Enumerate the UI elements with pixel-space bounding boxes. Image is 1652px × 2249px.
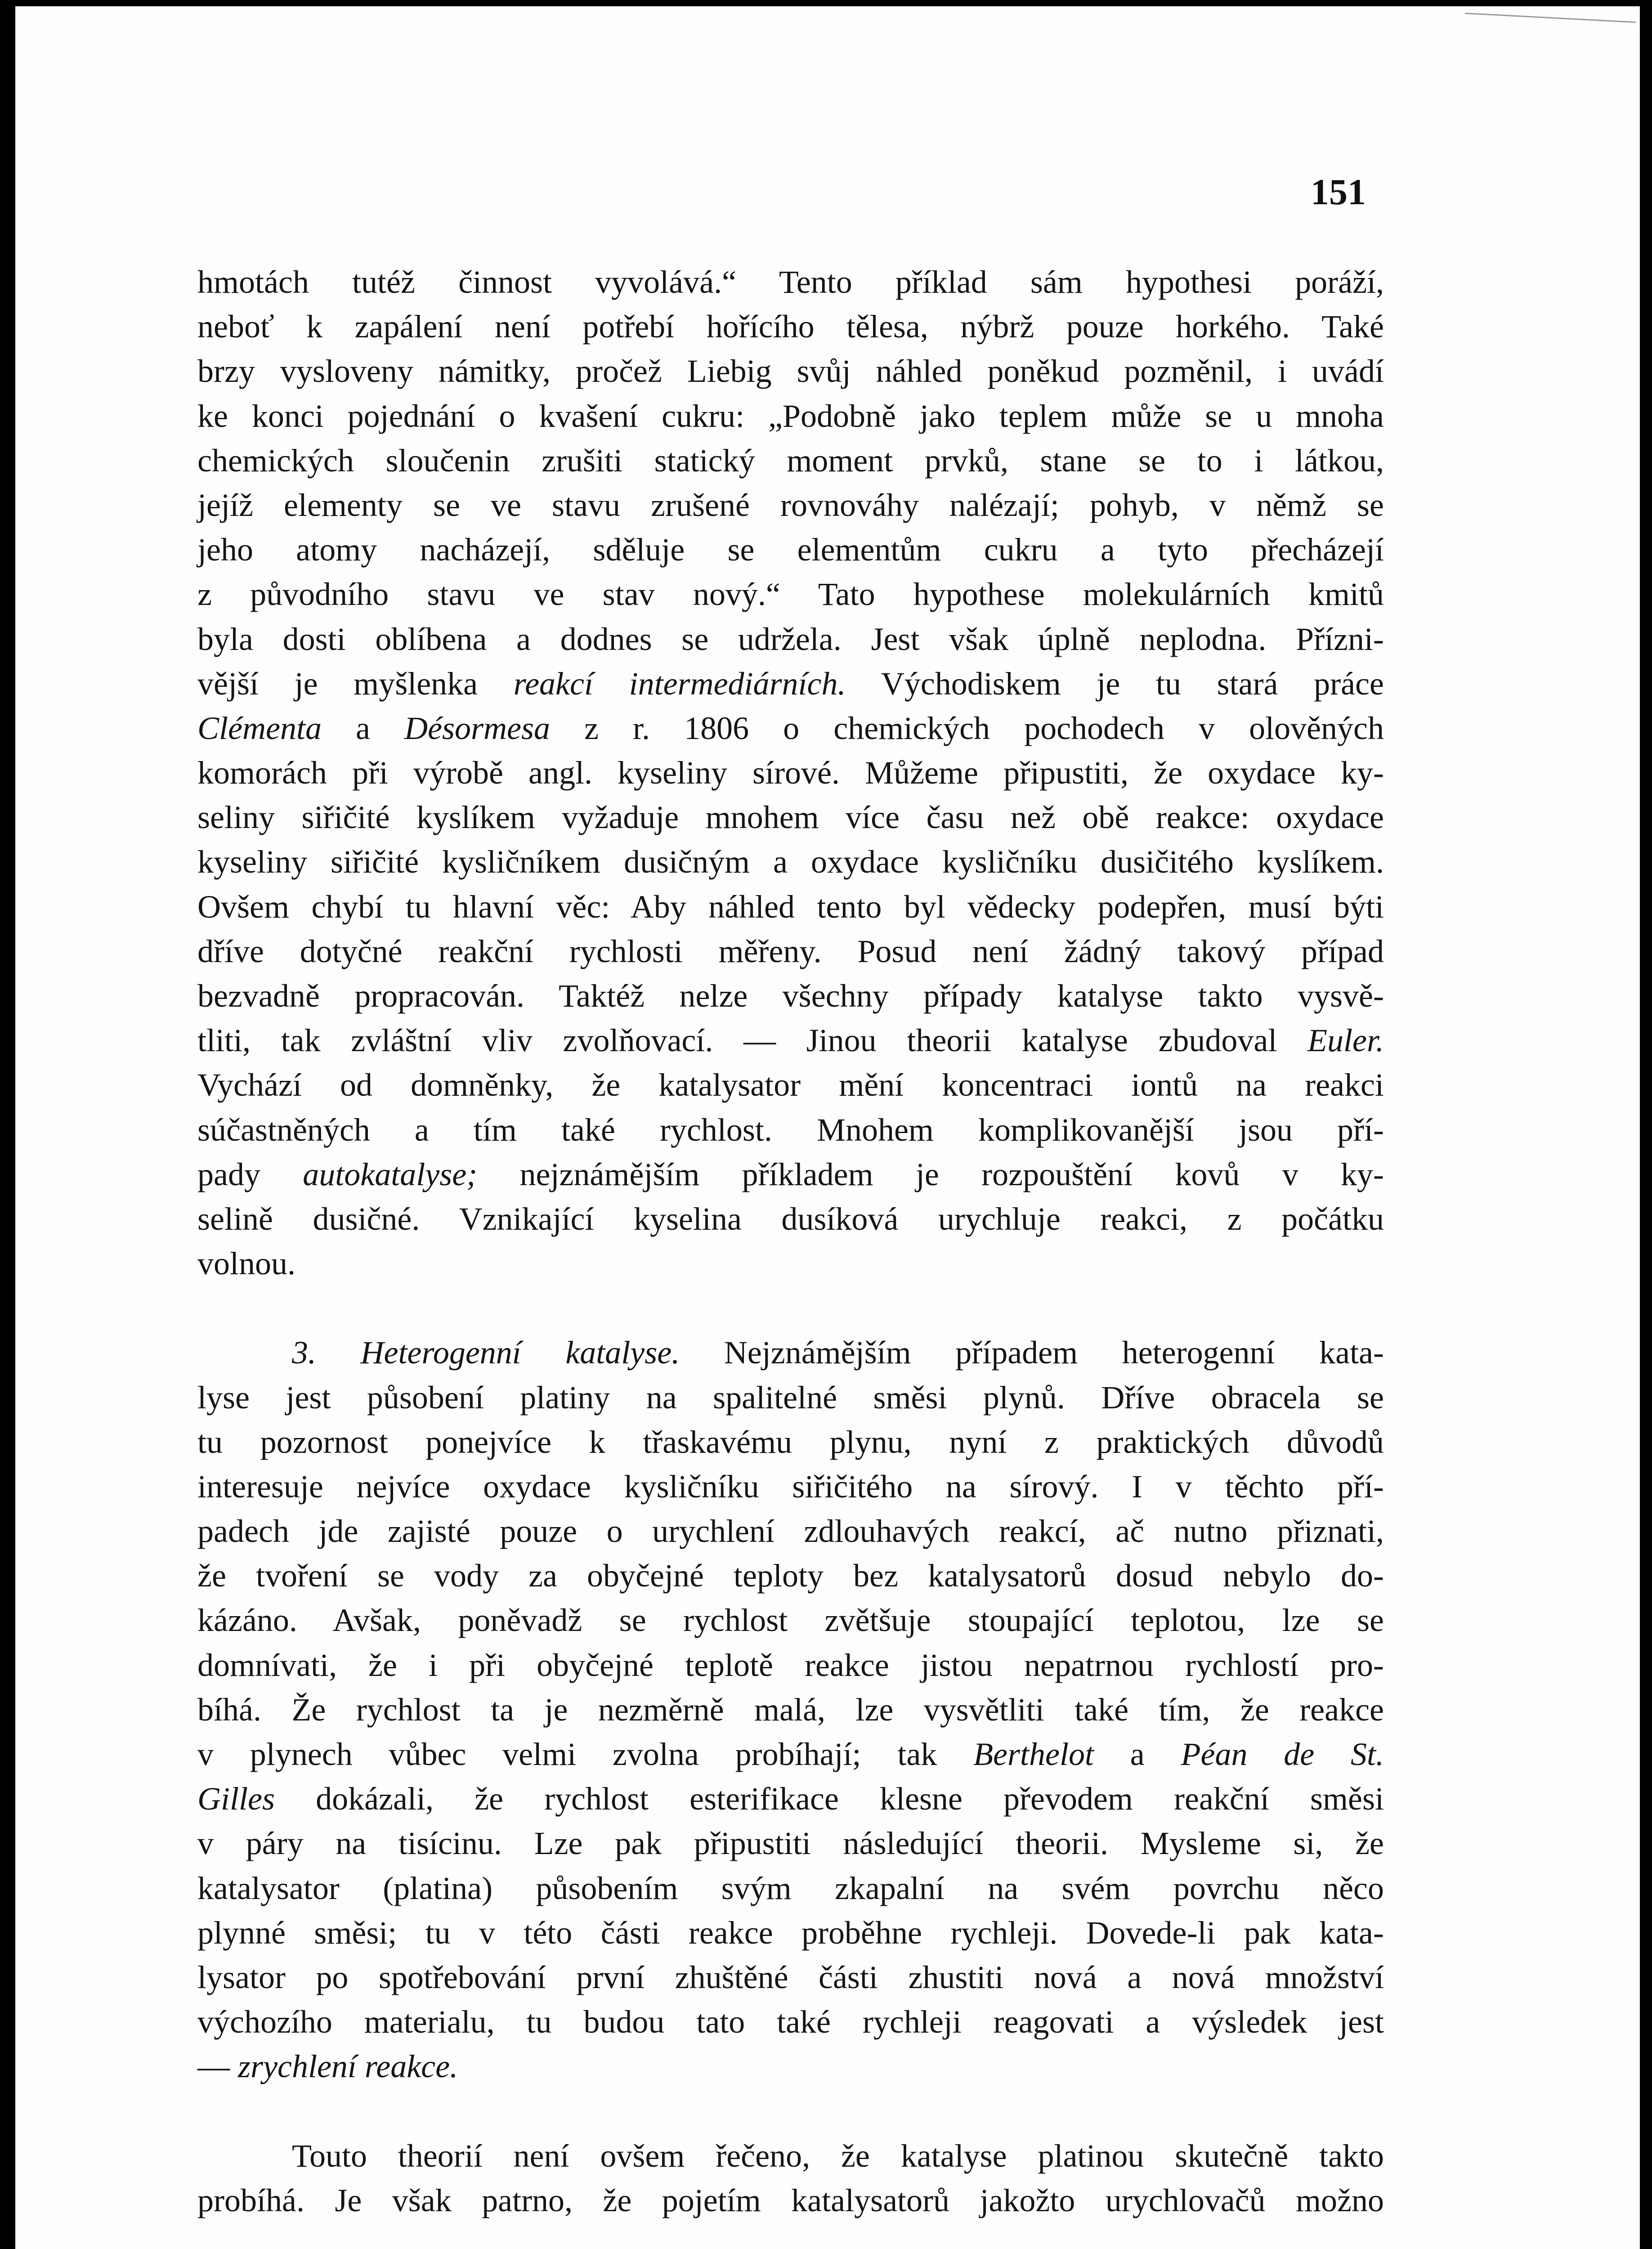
- text-line: Ovšem chybí tu hlavní věc: Aby náhled tento byl vědecky podepřen, musí býti: [197, 888, 1384, 925]
- text-line: neboť k zapálení není potřebí hořícího tělesa, nýbrž pouze horkého. Také: [197, 309, 1384, 345]
- text-line: Clémenta a Désormesa z r. 1806 o chemických pochodech v olověných: [197, 710, 1384, 746]
- paragraph-1: [197, 260, 1384, 1286]
- text-line: — zrychlení reakce.: [197, 2048, 458, 2085]
- text-line: brzy vysloveny námitky, pročež Liebig svůj náhled poněkud pozměnil, i uvádí: [197, 353, 1384, 390]
- paragraph-gap: [197, 1286, 1384, 1331]
- text-line: chemických sloučenin zrušiti statický moment prvků, stane se to i látkou,: [197, 442, 1384, 479]
- text-line: tu pozornost ponejvíce k třaskavému plynu, nyní z praktických důvodů: [197, 1424, 1384, 1460]
- text-line: interesuje nejvíce oxydace kysličníku siřičitého na sírový. I v těchto pří-: [197, 1468, 1384, 1505]
- text-line: byla dosti oblíbena a dodnes se udržela. Jest však úplně neplodna. Přízni-: [197, 621, 1384, 657]
- text-line: jejíž elementy se ve stavu zrušené rovnováhy nalézají; pohyb, v němž se: [197, 487, 1384, 523]
- italic-term: autokatalyse;: [303, 1156, 478, 1192]
- italic-name: Péan de St.: [1181, 1736, 1384, 1772]
- body-text: [197, 260, 1384, 2223]
- italic-name: Clémenta: [197, 710, 322, 746]
- scan-edge-mark: [1464, 13, 1636, 41]
- text-line: lysator po spotřebování první zhuštěné části zhustiti nová a nová množství: [197, 1959, 1384, 1995]
- italic-name: Euler.: [1307, 1022, 1384, 1059]
- text-line: jeho atomy nacházejí, sděluje se elementům cukru a tyto přecházejí: [197, 532, 1384, 568]
- text-line: tliti, tak zvláštní vliv zvolňovací. — Jinou theorii katalyse zbudoval Euler.: [197, 1022, 1384, 1059]
- text-line: Touto theorií není ovšem řečeno, že katalyse platinou skutečně takto: [292, 2137, 1384, 2174]
- text-line: domnívati, že i při obyčejné teplotě reakce jistou nepatrnou rychlostí pro-: [197, 1647, 1384, 1683]
- text-line: z původního stavu ve stav nový.“ Tato hypothese molekulárních kmitů: [197, 576, 1384, 613]
- text-line: 3. Heterogenní katalyse. Nejznámějším případem heterogenní kata-: [292, 1335, 1384, 1371]
- text-line: bezvadně propracován. Taktéž nelze všechny případy katalyse takto vysvě-: [197, 978, 1384, 1014]
- text-line: komorách při výrobě angl. kyseliny sírové. Můžeme připustiti, že oxydace ky-: [197, 755, 1384, 791]
- text-line: ke konci pojednání o kvašení cukru: „Podobně jako teplem může se u mnoha: [197, 398, 1384, 434]
- book-page: [15, 6, 1640, 2249]
- text-line: selině dusičné. Vznikající kyselina dusíková urychluje reakci, z počátku: [197, 1201, 1384, 1237]
- italic-name: Gilles: [197, 1781, 275, 1817]
- text-line: v páry na tisícinu. Lze pak připustiti následující theorii. Mysleme si, že: [197, 1825, 1384, 1862]
- text-line: dříve dotyčné reakční rychlosti měřeny. Posud není žádný takový případ: [197, 933, 1384, 969]
- page-number: 151: [1311, 171, 1366, 212]
- text-line: kyseliny siřičité kysličníkem dusičným a oxydace kysličníku dusičitého kyslíkem.: [197, 844, 1384, 880]
- text-line: výchozího materialu, tu budou tato také rychleji reagovati a výsledek jest: [197, 2004, 1384, 2040]
- paragraph-3: [197, 2134, 1384, 2223]
- text-line: probíhá. Je však patrno, že pojetím katalysatorů jakožto urychlovačů možno: [197, 2182, 1384, 2218]
- italic-name: Berthelot: [973, 1736, 1094, 1772]
- text-line: bíhá. Že rychlost ta je nezměrně malá, lze vysvětliti také tím, že reakce: [197, 1691, 1384, 1728]
- italic-name: Désormesa: [404, 710, 550, 746]
- italic-term: reakcí intermediárních.: [513, 665, 846, 702]
- text-line: v plynech vůbec velmi zvolna probíhají; tak Berthelot a Péan de St.: [197, 1736, 1384, 1772]
- text-line: kázáno. Avšak, poněvadž se rychlost zvětšuje stoupající teplotou, lze se: [197, 1602, 1384, 1639]
- text-line: súčastněných a tím také rychlost. Mnohem komplikovanější jsou pří-: [197, 1111, 1384, 1148]
- text-line: padech jde zajisté pouze o urychlení zdlouhavých reakcí, ač nutno přiznati,: [197, 1513, 1384, 1550]
- text-line: volnou.: [197, 1245, 296, 1282]
- text-line: pady autokatalyse; nejznámějším příkladem je rozpouštění kovů v ky-: [197, 1156, 1384, 1192]
- text-line: lyse jest působení platiny na spalitelné směsi plynů. Dříve obracela se: [197, 1379, 1384, 1416]
- italic-term: zrychlení reakce.: [238, 2048, 458, 2085]
- text-line: hmotách tutéž činnost vyvolává.“ Tento příklad sám hypothesi poráží,: [197, 264, 1384, 300]
- paragraph-2: [197, 1331, 1384, 2089]
- text-line: seliny siřičité kyslíkem vyžaduje mnohem více času než obě reakce: oxydace: [197, 799, 1384, 836]
- section-heading: 3. Heterogenní katalyse.: [292, 1335, 680, 1371]
- text-line: že tvoření se vody za obyčejné teploty bez katalysatorů dosud nebylo do-: [197, 1558, 1384, 1594]
- text-line: katalysator (platina) působením svým zkapalní na svém povrchu něco: [197, 1870, 1384, 1906]
- text-line: Vychází od domněnky, že katalysator mění koncentraci iontů na reakci: [197, 1067, 1384, 1103]
- paragraph-gap: [197, 2089, 1384, 2134]
- text-line: Gilles dokázali, že rychlost esterifikace klesne převodem reakční směsi: [197, 1781, 1384, 1817]
- text-line: plynné směsi; tu v této části reakce proběhne rychleji. Dovede-li pak kata-: [197, 1914, 1384, 1951]
- text-line: vější je myšlenka reakcí intermediárních. Východiskem je tu stará práce: [197, 665, 1384, 702]
